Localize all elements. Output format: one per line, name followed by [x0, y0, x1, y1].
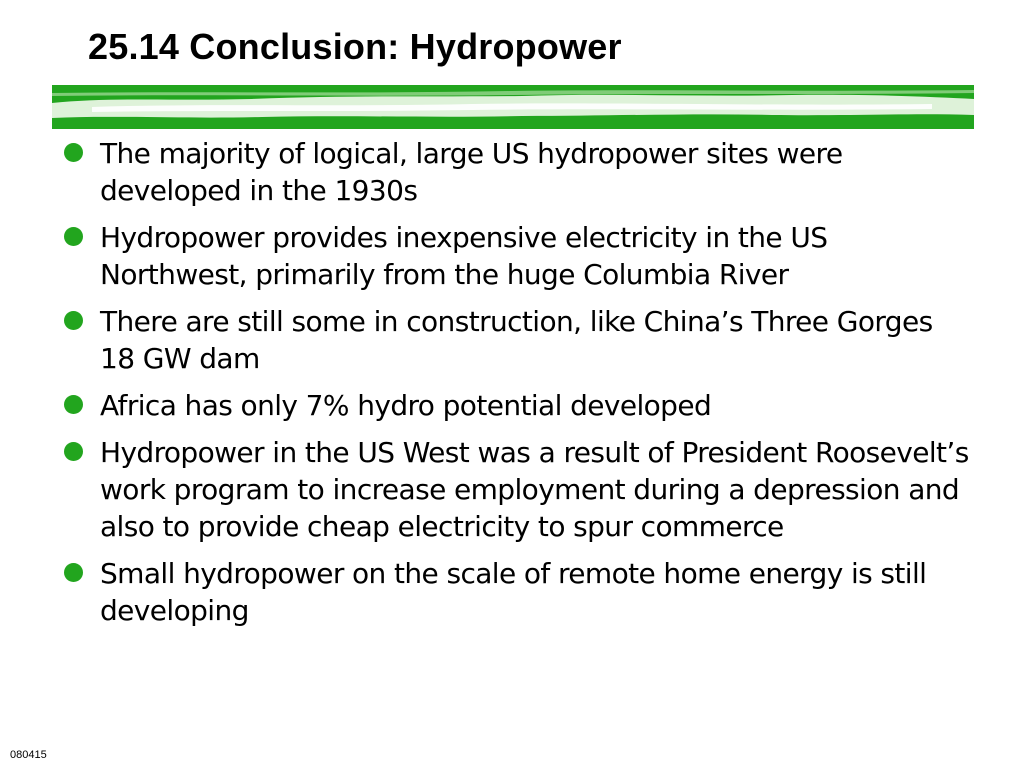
bullet-text: There are still some in construction, like China’s Three Gorges 18 GW dam	[100, 305, 933, 375]
slide-title: 25.14 Conclusion: Hydropower	[88, 26, 622, 67]
bullet-dot-icon	[64, 227, 83, 246]
bullet-dot-icon	[64, 143, 83, 162]
bullet-item	[64, 135, 974, 209]
bullet-text: Africa has only 7% hydro potential developed	[100, 389, 712, 422]
bullet-text: Small hydropower on the scale of remote home energy is still developing	[100, 557, 927, 627]
bullet-dot-icon	[64, 442, 83, 461]
bullet-dot-icon	[64, 395, 83, 414]
bullet-item	[64, 303, 974, 377]
bullet-text: Hydropower in the US West was a result of President Roosevelt’s work program to increase employment during a depression and also to provide cheap electricity to spur commerce	[100, 436, 969, 543]
bullet-dot-icon	[64, 563, 83, 582]
bullet-item	[64, 434, 974, 545]
bullet-list	[64, 135, 974, 639]
bullet-text: The majority of logical, large US hydropower sites were developed in the 1930s	[100, 137, 843, 207]
footer-code: 080415	[10, 749, 47, 761]
bullet-item	[64, 219, 974, 293]
bullet-item	[64, 555, 974, 629]
bullet-dot-icon	[64, 311, 83, 330]
bullet-text: Hydropower provides inexpensive electricity in the US Northwest, primarily from the huge Columbia River	[100, 221, 828, 291]
bullet-item	[64, 387, 974, 424]
decorative-green-brush-bar	[52, 85, 974, 129]
